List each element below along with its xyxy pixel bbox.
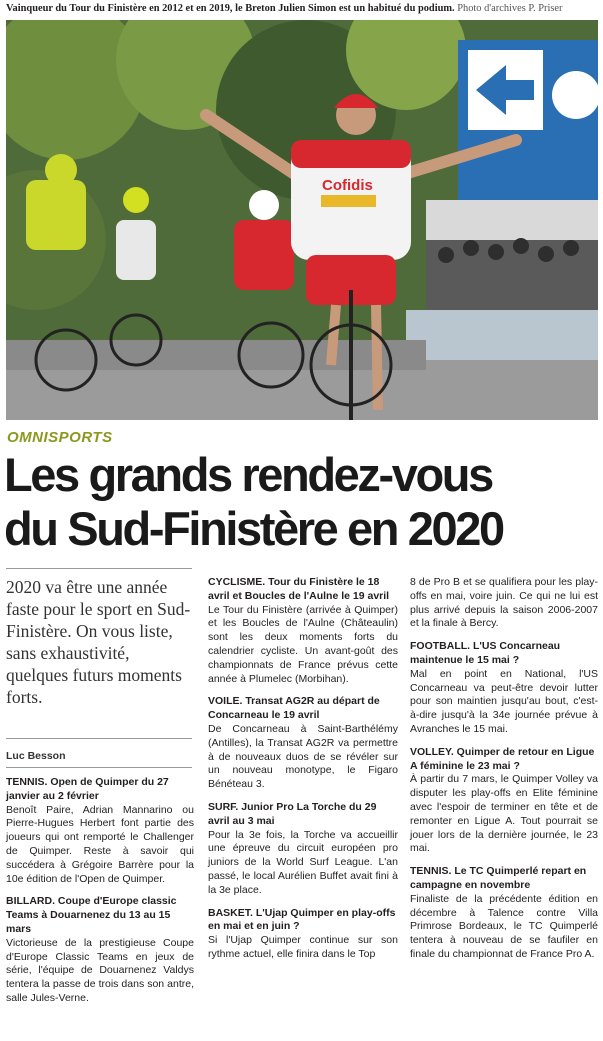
article-item bbox=[410, 576, 598, 631]
item-body: Victorieuse de la prestigieuse Coupe d'Europe Classic Teams en jeux de série, l'équipe de Douarnenez Valdys tentera la passe de trois dans son antre, salle Jules-Verne. bbox=[6, 936, 194, 1004]
item-body: Le Tour du Finistère (arrivée à Quimper) et les Boucles de l'Aulne (Châteaulin) sont les deux moments forts du calendrier cycliste. Un avant-goût des championnats de France prévus cette année à Plumelec (Morbihan). bbox=[208, 603, 398, 685]
item-body: Si l'Ujap Quimper continue sur son rythme actuel, elle finira dans le Top bbox=[208, 934, 398, 960]
lead-paragraph: 2020 va être une année faste pour le sport en Sud-Finistère. On vous liste, sans exhaustivité, quelques futurs moments forts. bbox=[6, 577, 191, 707]
item-heading: BILLARD. Coupe d'Europe classic Teams à Douarnenez du 13 au 15 mars bbox=[6, 895, 177, 935]
item-heading: CYCLISME. Tour du Finistère le 18 avril et Boucles de l'Aulne le 19 avril bbox=[208, 576, 390, 602]
cycling-photo bbox=[6, 20, 598, 420]
item-body: Benoît Paire, Adrian Mannarino ou Pierre-Hugues Herbert font partie des joueurs qui ont remporté le Challenger de Quimper. Reste à savoir qui succédera à Grégoire Barrère pour la 10e édition de l'Open de Quimper. bbox=[6, 803, 194, 885]
lead-top-rule bbox=[6, 568, 192, 569]
item-heading: TENNIS. Le TC Quimperlé repart en campagne en novembre bbox=[410, 865, 587, 891]
article-item bbox=[6, 776, 194, 886]
item-heading: TENNIS. Open de Quimper du 27 janvier au 2 février bbox=[6, 776, 169, 802]
article-item bbox=[410, 746, 598, 856]
article-item bbox=[208, 576, 398, 686]
photo-credit: Photo d'archives P. Priser bbox=[457, 3, 563, 14]
headline-line-1: Les grands rendez-vous bbox=[4, 448, 492, 501]
item-body: Finaliste de la précédente édition en décembre à Talence contre Villa Primrose Bordeaux, le TC Quimperlé tentera à nouveau de se faufiler en finale du championnat de France Pro A. bbox=[410, 892, 598, 960]
author-byline: Luc Besson bbox=[6, 750, 66, 762]
lead-bottom-rule bbox=[6, 738, 192, 739]
section-label: OMNISPORTS bbox=[7, 429, 113, 446]
caption-text: Vainqueur du Tour du Finistère en 2012 et en 2019, le Breton Julien Simon est un habitué du podium. bbox=[6, 3, 455, 14]
author-rule bbox=[6, 767, 192, 768]
article-item bbox=[208, 695, 398, 792]
article-item bbox=[410, 640, 598, 737]
article-item bbox=[410, 865, 598, 962]
headline bbox=[4, 448, 599, 556]
article-item bbox=[6, 895, 194, 1005]
item-heading: BASKET. L'Ujap Quimper en play-offs en mai et en juin ? bbox=[208, 906, 396, 933]
column-3 bbox=[410, 576, 598, 971]
article-item bbox=[208, 801, 398, 898]
column-2 bbox=[208, 576, 398, 971]
column-1 bbox=[6, 776, 194, 1015]
item-heading: VOILE. Transat AG2R au départ de Concarneau le 19 avril bbox=[208, 695, 380, 722]
item-body: Pour la 3e fois, la Torche va accueillir une épreuve du circuit européen pro juniors de la World Surf League. L'an passé, le local Aurélien Buffet avait fini à la 3e place. bbox=[208, 828, 398, 896]
jersey-sponsor-text: Cofidis bbox=[322, 177, 373, 194]
cycling-photo-illustration bbox=[6, 20, 598, 420]
item-body: À partir du 7 mars, le Quimper Volley va disputer les play-offs en Elite féminine avec l'espoir de terminer en tête et de remonter en Ligue A. Tout pourrait se jouer lors de la dernière journée, le 23 mai. bbox=[410, 773, 598, 855]
article-item bbox=[208, 907, 398, 962]
item-body: 8 de Pro B et se qualifiera pour les play-offs en mai, voire juin. Ce qui ne lui est plus arrivé depuis la saison 2006-2007 et la finale à Bercy. bbox=[410, 576, 598, 630]
item-body: De Concarneau à Saint-Barthélémy (Antilles), la Transat AG2R va permettre à de nouveaux duos de se révéler sur un nouveau monotype, le Figaro Bénéteau 3. bbox=[208, 722, 398, 791]
item-heading: VOLLEY. Quimper de retour en Ligue A féminine le 23 mai ? bbox=[410, 745, 595, 772]
item-heading: FOOTBALL. L'US Concarneau maintenue le 15 mai ? bbox=[410, 640, 561, 666]
item-heading: SURF. Junior Pro La Torche du 29 avril au 3 mai bbox=[208, 800, 377, 827]
photo-caption bbox=[6, 2, 598, 15]
item-body: Mal en point en National, l'US Concarneau va peut-être devoir lutter pour son maintien jusqu'au bout, c'est-à-dire jusqu'à la 34e journée prévue à Avranches le 15 mai. bbox=[410, 667, 598, 735]
headline-line-2: du Sud-Finistère en 2020 bbox=[4, 502, 503, 555]
